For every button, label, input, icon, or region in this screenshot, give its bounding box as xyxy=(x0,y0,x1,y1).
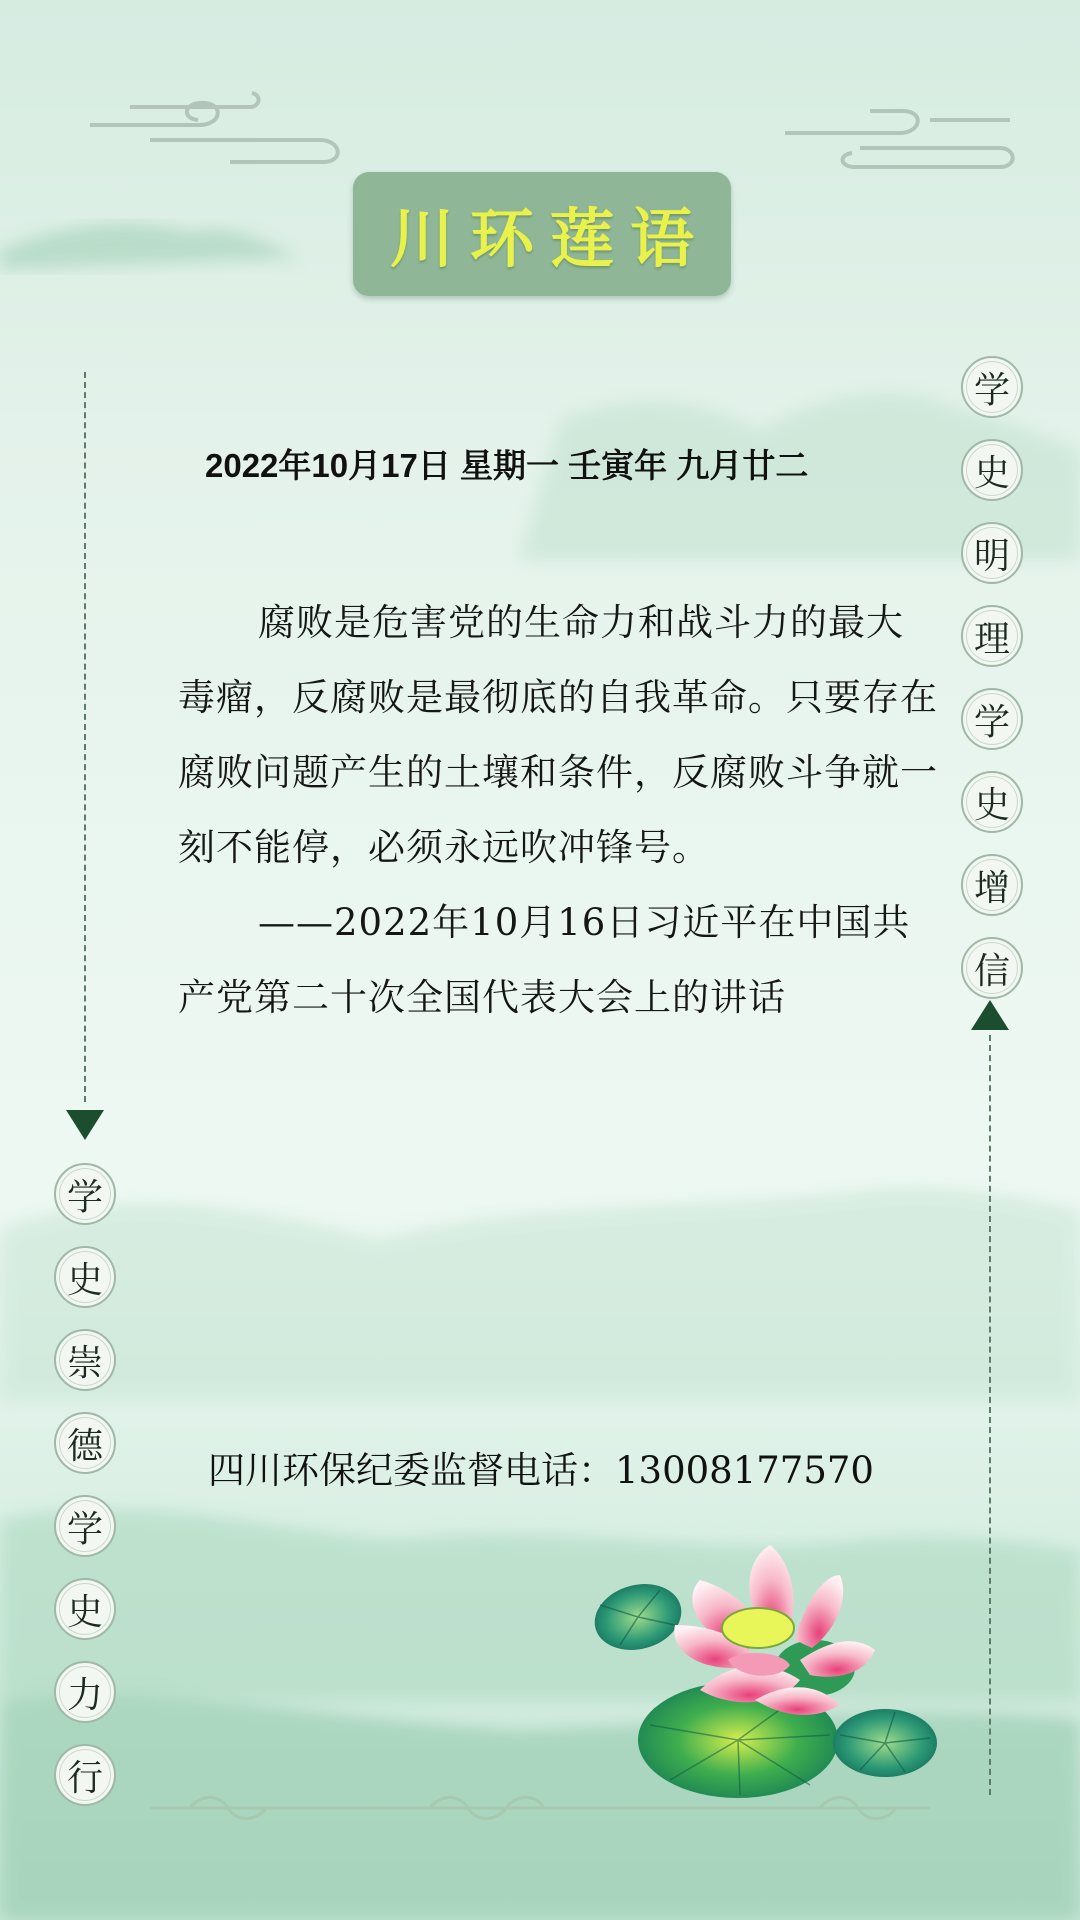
date-line: 2022年10月17日 星期一 壬寅年 九月廿二 xyxy=(205,447,809,484)
slogan-char: 力 xyxy=(54,1661,116,1723)
down-arrow-icon xyxy=(66,1110,104,1140)
right-vertical-slogan xyxy=(961,356,1023,999)
quote-text: 腐败是危害党的生命力和战斗力的最大毒瘤，反腐败是最彻底的自我革命。只要存在腐败问题产生的土壤和条件，反腐败斗争就一刻不能停，必须永远吹冲锋号。 xyxy=(178,601,938,869)
left-dashed-line xyxy=(84,372,86,1102)
supervision-hotline: 四川环保纪委监督电话：13008177570 xyxy=(208,1449,874,1492)
slogan-char: 崇 xyxy=(54,1329,116,1391)
slogan-char: 明 xyxy=(961,522,1023,584)
slogan-char: 行 xyxy=(54,1744,116,1806)
slogan-char: 信 xyxy=(961,937,1023,999)
poster-title: 川环莲语 xyxy=(390,203,710,277)
slogan-char: 学 xyxy=(54,1495,116,1557)
left-vertical-slogan xyxy=(54,1163,116,1806)
up-arrow-icon xyxy=(971,1000,1009,1030)
slogan-char: 史 xyxy=(54,1246,116,1308)
slogan-char: 史 xyxy=(961,771,1023,833)
quote-block xyxy=(178,585,938,1035)
title-banner xyxy=(353,172,731,296)
quote-source: ——2022年10月16日习近平在中国共产党第二十次全国代表大会上的讲话 xyxy=(178,901,911,1019)
slogan-char: 理 xyxy=(961,605,1023,667)
right-dashed-line xyxy=(989,1035,991,1795)
slogan-char: 学 xyxy=(961,688,1023,750)
slogan-char: 德 xyxy=(54,1412,116,1474)
slogan-char: 学 xyxy=(961,356,1023,418)
slogan-char: 学 xyxy=(54,1163,116,1225)
slogan-char: 史 xyxy=(961,439,1023,501)
slogan-char: 史 xyxy=(54,1578,116,1640)
slogan-char: 增 xyxy=(961,854,1023,916)
